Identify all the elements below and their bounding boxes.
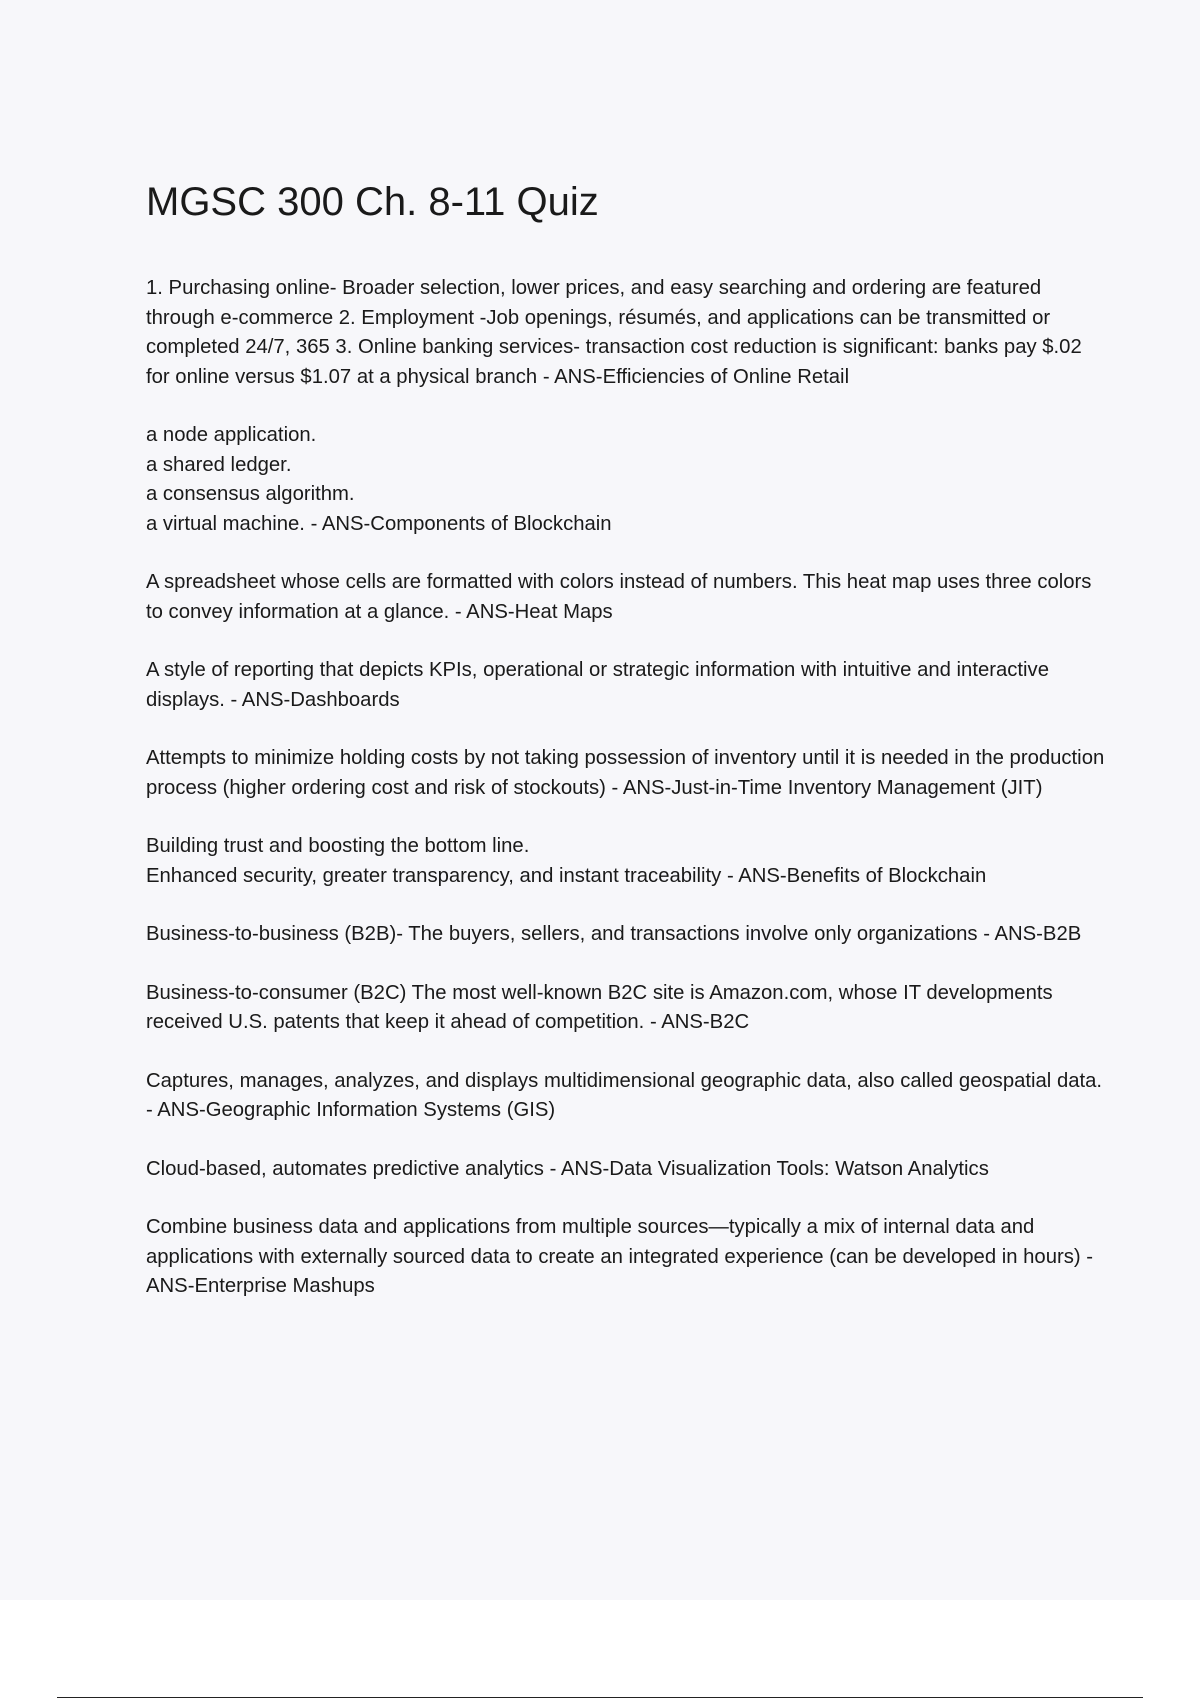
entry-text: a node application. [146,424,317,446]
entry-text: 1. Purchasing online- Broader selection, lower prices, and easy searching and ordering are featured through e-commerce 2. Employment -Job openings, résumés, and applications can be transmitted or completed 24/7, 365 3. Online banking services- transaction cost reduction is significant: banks pay $.02 for online versus $1.07 at a physical branch - ANS-Efficiencies of Online Retail [146,277,1082,388]
quiz-entry [146,832,1106,891]
entry-text: Combine business data and applications from multiple sources—typically a mix of internal data and applications with externally sourced data to create an integrated experience (can be developed in hours) - ANS-Enterprise Mashups [146,1216,1094,1297]
entry-text: Cloud-based, automates predictive analytics - ANS-Data Visualization Tools: Watson Analytics [146,1157,989,1180]
entry-text: a consensus algorithm. [146,483,355,505]
quiz-entry [146,920,1106,950]
entry-text: Business-to-consumer (B2C) The most well-known B2C site is Amazon.com, whose IT developments received U.S. patents that keep it ahead of competition. - ANS-B2C [146,981,1053,1033]
quiz-entry [146,568,1106,627]
quiz-entry [146,1155,1106,1185]
quiz-entry [146,656,1106,715]
quiz-entry [146,274,1106,392]
entry-text: Enhanced security, greater transparency, and instant traceability - ANS-Benefits of Blockchain [146,864,987,887]
entry-text: Attempts to minimize holding costs by not taking possession of inventory until it is needed in the production process (higher ordering cost and risk of stockouts) - ANS-Just-in-Time Inventory Management (JIT) [146,747,1105,799]
entry-text: Business-to-business (B2B)- The buyers, sellers, and transactions involve only organizations - ANS-B2B [146,923,1082,945]
entry-text: Building trust and boosting the bottom line. [146,835,530,857]
document-content [146,178,1106,1331]
entry-text: a virtual machine. - ANS-Components of Blockchain [146,512,612,535]
quiz-entry [146,1213,1106,1302]
entry-text: Captures, manages, analyzes, and displays multidimensional geographic data, also called geospatial data. - ANS-Geographic Information Systems (GIS) [146,1069,1103,1121]
entry-text: a shared ledger. [146,453,292,476]
entry-text: A style of reporting that depicts KPIs, operational or strategic information with intuitive and interactive displays. - ANS-Dashboards [146,659,1049,711]
quiz-entry [146,744,1106,803]
page-title: MGSC 300 Ch. 8-11 Quiz [146,180,599,224]
quiz-entry [146,421,1106,539]
entry-text: A spreadsheet whose cells are formatted with colors instead of numbers. This heat map uses three colors to convey information at a glance. - ANS-Heat Maps [146,571,1092,623]
footer-divider [57,1697,1143,1698]
quiz-entry [146,979,1106,1038]
quiz-entry [146,1067,1106,1126]
